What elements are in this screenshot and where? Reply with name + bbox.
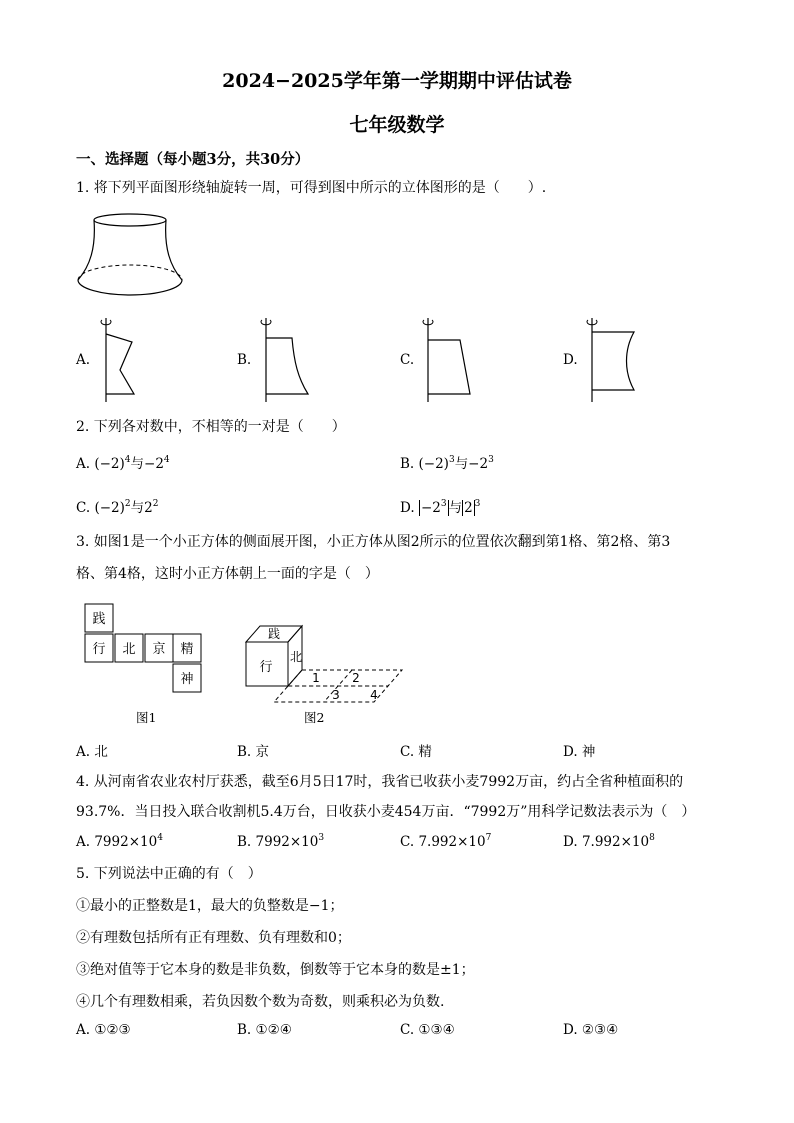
q4-option-c[interactable]: C. $7.992\times 10^7$: [400, 833, 492, 850]
page-subtitle: 七年级数学: [349, 114, 445, 136]
q4-option-d[interactable]: D. $7.992\times 10^8$: [563, 833, 655, 850]
q5-option-c[interactable]: C. ①③④: [400, 1022, 455, 1038]
cube-front-face: 行: [259, 660, 273, 675]
grid-cell-4: 4: [370, 688, 378, 702]
question-3-stem-line2: 格、第4格，这时小正方体朝上一面的字是（ ）: [76, 566, 379, 582]
q3-option-c[interactable]: C. 精: [400, 744, 432, 760]
q5-statement-1: ①最小的正整数是1，最大的负整数是−1；: [76, 898, 344, 914]
question-3-stem-line1: 3. 如图1是一个小正方体的侧面展开图，小正方体从图2所示的位置依次翻到第1格、第2格、第3: [76, 534, 671, 550]
option-b-label: B.: [237, 352, 252, 368]
q3-option-d[interactable]: D. 神: [563, 744, 596, 760]
q4-option-b[interactable]: B. $7992\times 10^3$: [237, 833, 325, 850]
grid-cell-1: 1: [312, 671, 320, 685]
net-cell-1: 践: [92, 612, 106, 627]
net-cell-2: 行: [92, 642, 106, 657]
q3-option-b[interactable]: B. 京: [237, 744, 270, 760]
option-b-figure[interactable]: [256, 312, 316, 404]
question-1-stem: 1. 将下列平面图形绕轴旋转一周，可得到图中所示的立体图形的是（ ）.: [76, 180, 547, 196]
figure-1-caption: 图1: [136, 710, 157, 725]
option-c-label: C.: [400, 352, 415, 368]
cube-side-face: 北: [289, 650, 303, 664]
question-2-stem: 2. 下列各对数中，不相等的一对是（ ）: [76, 419, 346, 435]
net-cell-4: 京: [152, 642, 166, 657]
q3-option-a[interactable]: A. 北: [76, 744, 108, 760]
page-title: 2024−2025学年第一学期期中评估试卷: [222, 70, 572, 92]
q2-option-a[interactable]: A. $(-2)^4$与$-2^4$: [76, 455, 170, 472]
question-4-stem-line1: 4. 从河南省农业农村厅获悉，截至6月5日17时，我省已收获小麦7992万亩，约占全省种植面积的: [76, 774, 684, 790]
q5-statement-2: ②有理数包括所有正有理数、负有理数和0；: [76, 930, 351, 946]
q2-option-b[interactable]: B. $(-2)^3$与$-2^3$: [400, 455, 494, 472]
option-a-figure[interactable]: [96, 312, 142, 404]
figure-2-caption: 图2: [304, 710, 325, 725]
question-4-stem-line2: 93.7%．当日投入联合收割机5.4万台，日收获小麦454万亩．“7992万”用科学记数法表示为（ ）: [76, 804, 696, 820]
net-cell-3: 北: [122, 642, 136, 657]
net-cell-5: 精: [180, 642, 194, 657]
grid-cell-3: 3: [332, 688, 340, 702]
figure-2-cube-roll: [238, 614, 418, 708]
option-a-label: A.: [76, 352, 91, 368]
q5-statement-3: ③绝对值等于它本身的数是非负数，倒数等于它本身的数是±1；: [76, 962, 475, 978]
q2-option-d[interactable]: D. $-2^3$ 与 2 $^3$: [400, 499, 481, 516]
q5-option-a[interactable]: A. ①②③: [76, 1022, 131, 1038]
section-heading: 一、选择题（每小题3分，共30分）: [76, 151, 310, 168]
option-c-figure[interactable]: [418, 312, 478, 404]
q5-statement-4: ④几个有理数相乘，若负因数个数为奇数，则乘积必为负数.: [76, 994, 445, 1010]
q4-option-a[interactable]: A. $7992\times 10^4$: [76, 833, 163, 850]
grid-cell-2: 2: [352, 671, 360, 685]
q5-option-b[interactable]: B. ①②④: [237, 1022, 292, 1038]
figure-1-cube-net: [84, 602, 204, 694]
q2-option-c[interactable]: C. $(-2)^2$与$2^2$: [76, 499, 159, 516]
q5-option-d[interactable]: D. ②③④: [563, 1022, 619, 1038]
cube-top-face: 践: [267, 627, 281, 641]
abs-bars-right: 2: [464, 500, 473, 516]
option-d-label: D.: [563, 352, 578, 368]
question-5-stem: 5. 下列说法中正确的有（ ）: [76, 866, 262, 882]
option-d-figure[interactable]: [582, 312, 642, 404]
abs-bars-left: $-2^3$: [420, 499, 447, 516]
net-cell-6: 神: [180, 672, 194, 687]
frustum-solid-figure: [74, 208, 186, 306]
